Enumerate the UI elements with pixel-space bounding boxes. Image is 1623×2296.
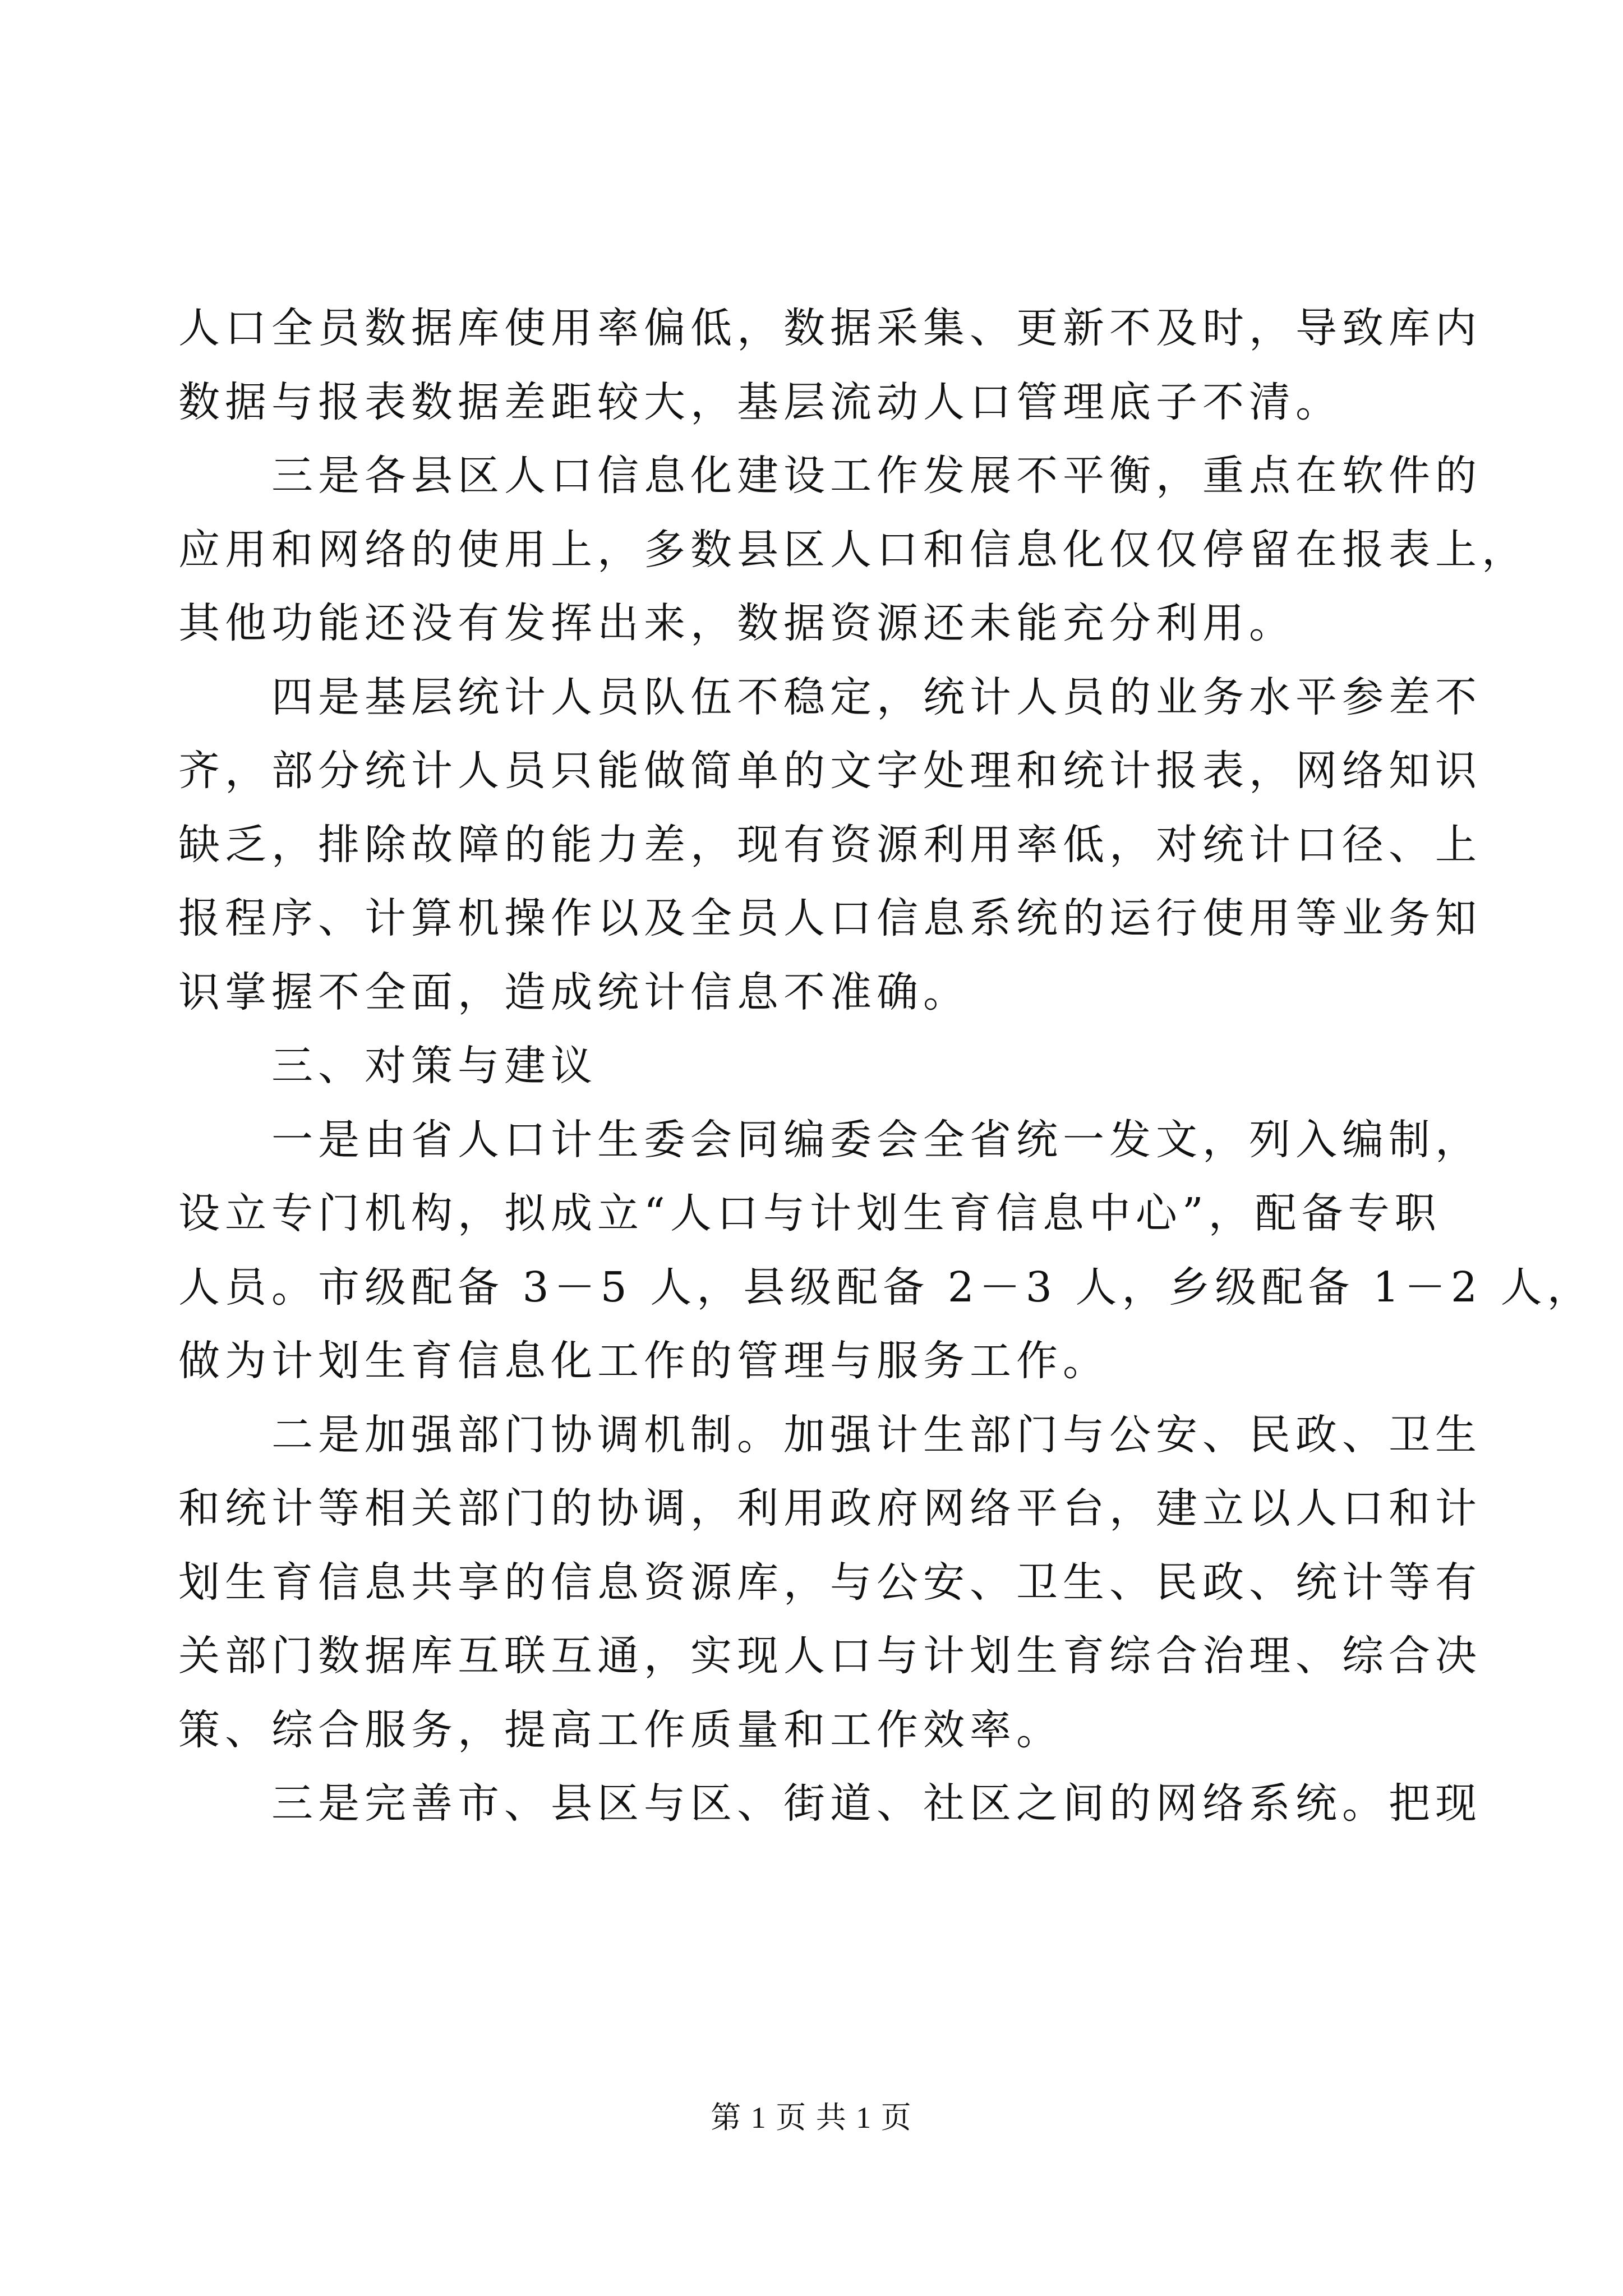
text-line: 做为计划生育信息化工作的管理与服务工作。 <box>178 1337 1109 1385</box>
text-line: 人员。市级配备 3－5 人，县级配备 2－3 人，乡级配备 1－2 人， <box>178 1263 1594 1312</box>
paragraph-start-line: 三、对策与建议 <box>271 1042 597 1090</box>
text-line: 缺乏，排除故障的能力差，现有资源利用率低，对统计口径、上 <box>178 820 1482 869</box>
text-line: 人口全员数据库使用率偏低，数据采集、更新不及时，导致库内 <box>178 304 1482 352</box>
text-line: 齐，部分统计人员只能做简单的文字处理和统计报表，网络知识 <box>178 747 1482 795</box>
page-footer: 第 1 页 共 1 页 <box>711 2101 912 2134</box>
text-line: 识掌握不全面，造成统计信息不准确。 <box>178 968 970 1016</box>
paragraph-start-line: 一是由省人口计生委会同编委会全省统一发文，列入编制， <box>271 1115 1482 1164</box>
text-line: 报程序、计算机操作以及全员人口信息系统的运行使用等业务知 <box>178 894 1482 942</box>
document-body <box>178 292 1594 1841</box>
paragraph-start-line: 三是各县区人口信息化建设工作发展不平衡，重点在软件的 <box>271 452 1482 500</box>
text-line: 关部门数据库互联互通，实现人口与计划生育综合治理、综合决 <box>178 1632 1482 1680</box>
paragraph-start-line: 二是加强部门协调机制。加强计生部门与公安、民政、卫生 <box>271 1410 1482 1459</box>
text-line: 策、综合服务，提高工作质量和工作效率。 <box>178 1705 1063 1754</box>
text-line: 划生育信息共享的信息资源库，与公安、卫生、民政、统计等有 <box>178 1558 1482 1607</box>
text-line: 应用和网络的使用上，多数县区人口和信息化仅仅停留在报表上， <box>178 525 1528 574</box>
text-line: 数据与报表数据差距较大，基层流动人口管理底子不清。 <box>178 378 1342 426</box>
text-line: 设立专门机构，拟成立“人口与计划生育信息中心”，配备专职 <box>178 1189 1441 1237</box>
paragraph-start-line: 三是完善市、县区与区、街道、社区之间的网络系统。把现 <box>271 1779 1482 1828</box>
text-line: 和统计等相关部门的协调，利用政府网络平台，建立以人口和计 <box>178 1484 1482 1533</box>
paragraph-start-line: 四是基层统计人员队伍不稳定，统计人员的业务水平参差不 <box>271 673 1482 721</box>
text-line: 其他功能还没有发挥出来，数据资源还未能充分利用。 <box>178 599 1295 647</box>
